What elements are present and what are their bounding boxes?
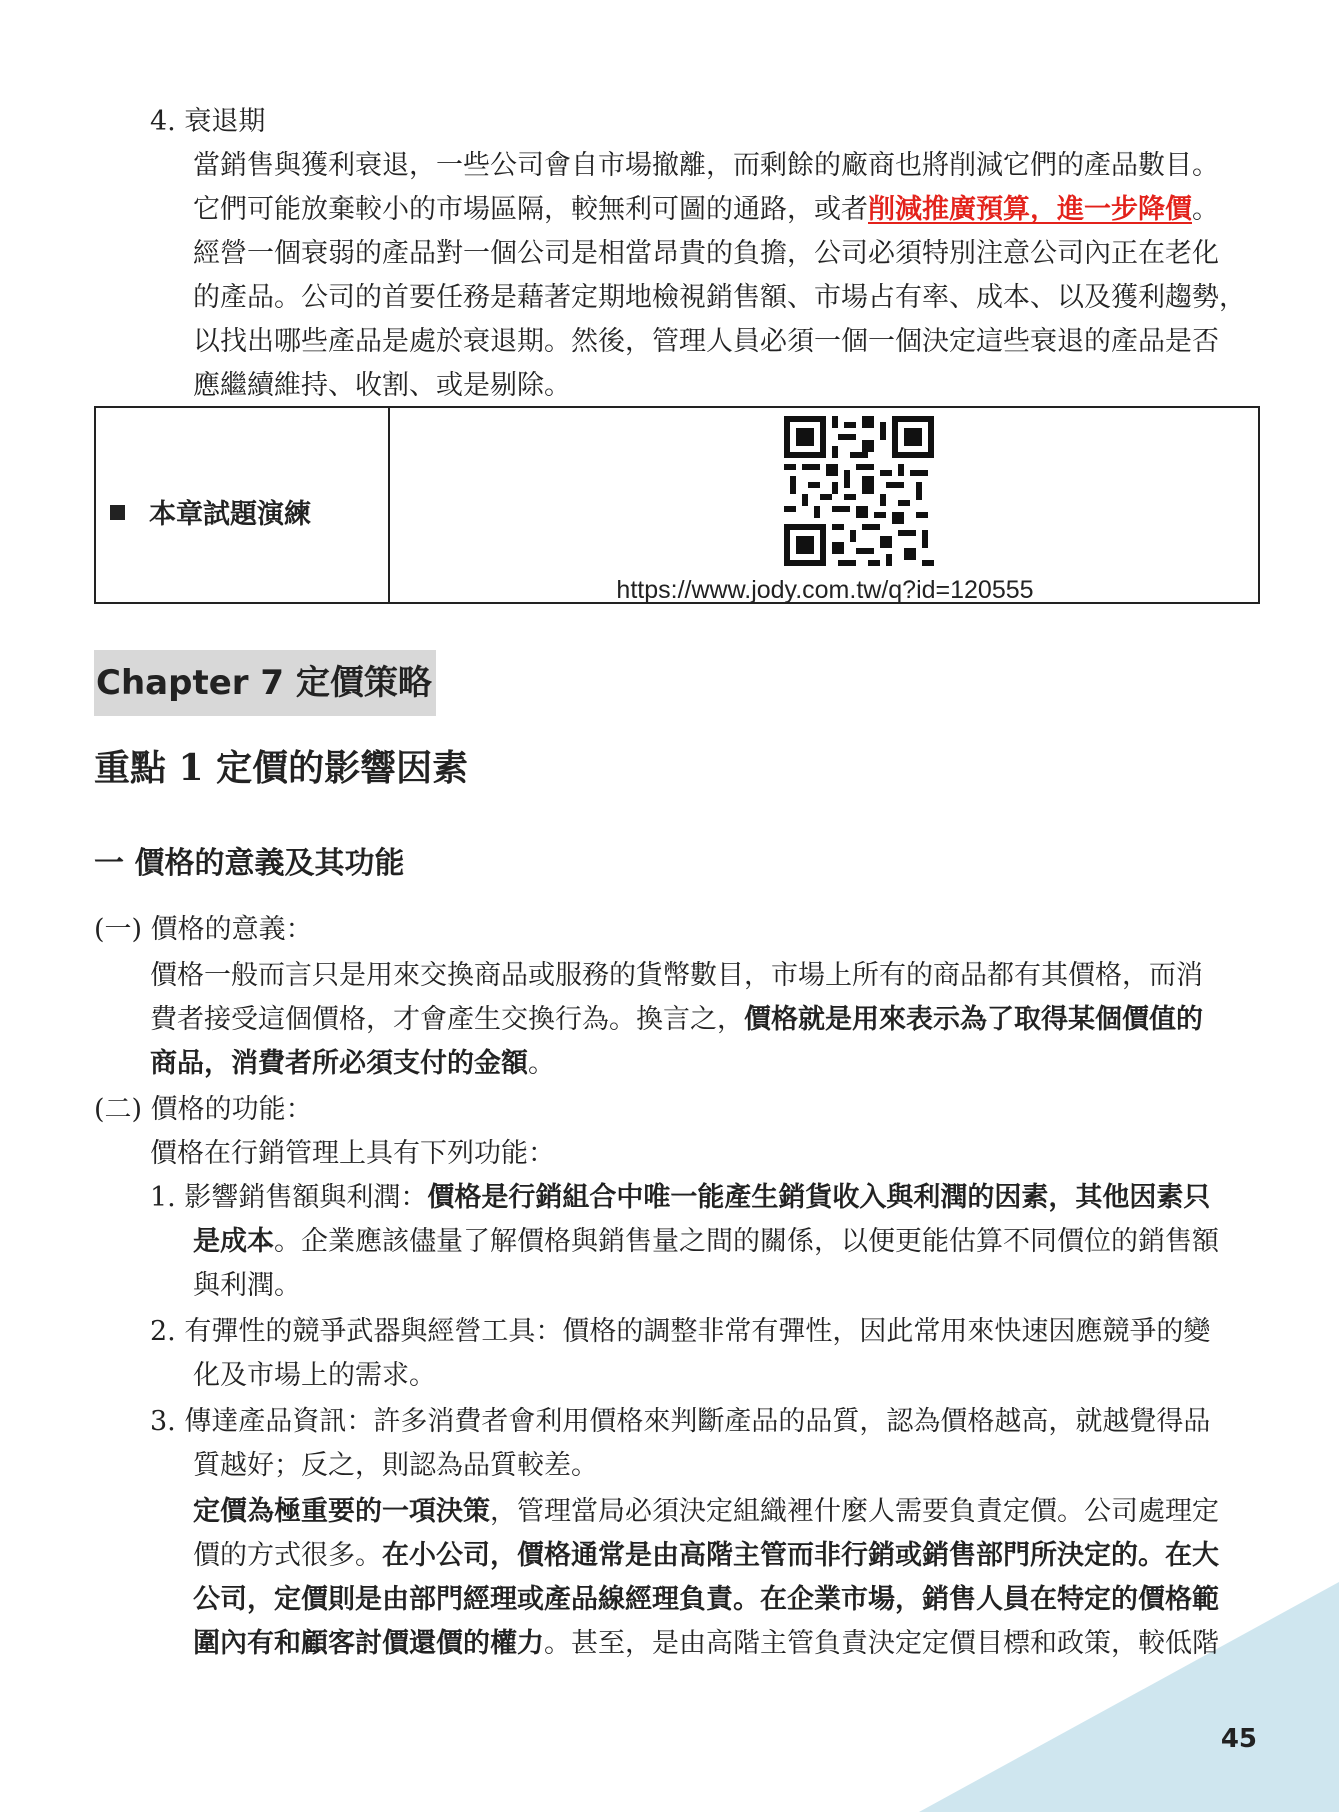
list-item-1-cont: 是成本。企業應該儘量了解價格與銷售量之間的關係，以便更能估算不同價位的銷售額 xyxy=(193,1226,1219,1257)
closing-line-1: 定價為極重要的一項決策，管理當局必須決定組織裡什麼人需要負責定價。公司處理定 xyxy=(193,1496,1219,1527)
part-1-line-2: 費者接受這個價格，才會產生交換行為。換言之，價格就是用來表示為了取得某個價值的 xyxy=(150,1004,1203,1035)
section-4-heading: 4. 衰退期 xyxy=(150,106,266,137)
list-item-2-cont: 化及市場上的需求。 xyxy=(193,1360,436,1391)
section-4-line-1: 當銷售與獲利衰退，一些公司會自市場撤離，而剩餘的廠商也將削減它們的產品數目。 xyxy=(193,150,1219,181)
section-4-line-3: 經營一個衰弱的產品對一個公司是相當昂貴的負擔，公司必須特別注意公司內正在老化 xyxy=(193,238,1219,269)
table-divider xyxy=(388,408,390,602)
chapter-title: Chapter 7 定價策略 xyxy=(94,650,436,716)
point-title: 重點 1 定價的影響因素 xyxy=(94,747,469,789)
part-2-heading: (二) 價格的功能： xyxy=(94,1094,313,1125)
list-item-3-cont: 質越好；反之，則認為品質較差。 xyxy=(193,1450,598,1481)
part-2-intro: 價格在行銷管理上具有下列功能： xyxy=(150,1138,555,1169)
section-4-line-6: 應繼續維持、收割、或是剔除。 xyxy=(193,370,571,401)
page-number: 45 xyxy=(1220,1724,1257,1754)
closing-line-2: 價的方式很多。在小公司，價格通常是由高階主管而非行銷或銷售部門所決定的。在大 xyxy=(193,1540,1219,1571)
part-1-line-1: 價格一般而言只是用來交換商品或服務的貨幣數目，市場上所有的商品都有其價格，而消 xyxy=(150,960,1203,991)
closing-line-4: 圍內有和顧客討價還價的權力。甚至，是由高階主管負責決定定價目標和政策，較低階 xyxy=(193,1628,1219,1659)
list-item-1: 1. 影響銷售額與利潤：價格是行銷組合中唯一能產生銷貨收入與利潤的因素，其他因素只 xyxy=(150,1182,1211,1213)
exercise-url-link[interactable]: https://www.jody.com.tw/q?id=120555 xyxy=(616,576,1034,604)
highlight-red-text: 削減推廣預算，進一步降價 xyxy=(868,194,1192,225)
section-4-line-5: 以找出哪些產品是處於衰退期。然後，管理人員必須一個一個決定這些衰退的產品是否 xyxy=(193,326,1219,357)
list-item-2: 2. 有彈性的競爭武器與經營工具：價格的調整非常有彈性，因此常用來快速因應競爭的變 xyxy=(150,1316,1211,1347)
square-bullet-icon xyxy=(110,505,125,520)
part-1-line-3: 商品，消費者所必須支付的金額。 xyxy=(150,1048,555,1079)
exercise-table xyxy=(94,406,1260,604)
list-item-1-cont-2: 與利潤。 xyxy=(193,1270,301,1301)
list-item-3: 3. 傳達產品資訊：許多消費者會利用價格來判斷產品的品質，認為價格越高，就越覺得品 xyxy=(150,1406,1211,1437)
part-1-heading: (一) 價格的意義： xyxy=(94,914,313,945)
qr-code-icon[interactable] xyxy=(784,416,934,566)
section-4-line-2: 它們可能放棄較小的市場區隔，較無利可圖的通路，或者削減推廣預算，進一步降價。 xyxy=(193,194,1219,225)
section-4-line-4: 的產品。公司的首要任務是藉著定期地檢視銷售額、市場占有率、成本、以及獲利趨勢， xyxy=(193,282,1246,313)
closing-line-3: 公司，定價則是由部門經理或產品線經理負責。在企業市場，銷售人員在特定的價格範 xyxy=(193,1584,1219,1615)
section-title: 一 價格的意義及其功能 xyxy=(94,846,405,881)
exercise-label: 本章試題演練 xyxy=(110,492,311,531)
